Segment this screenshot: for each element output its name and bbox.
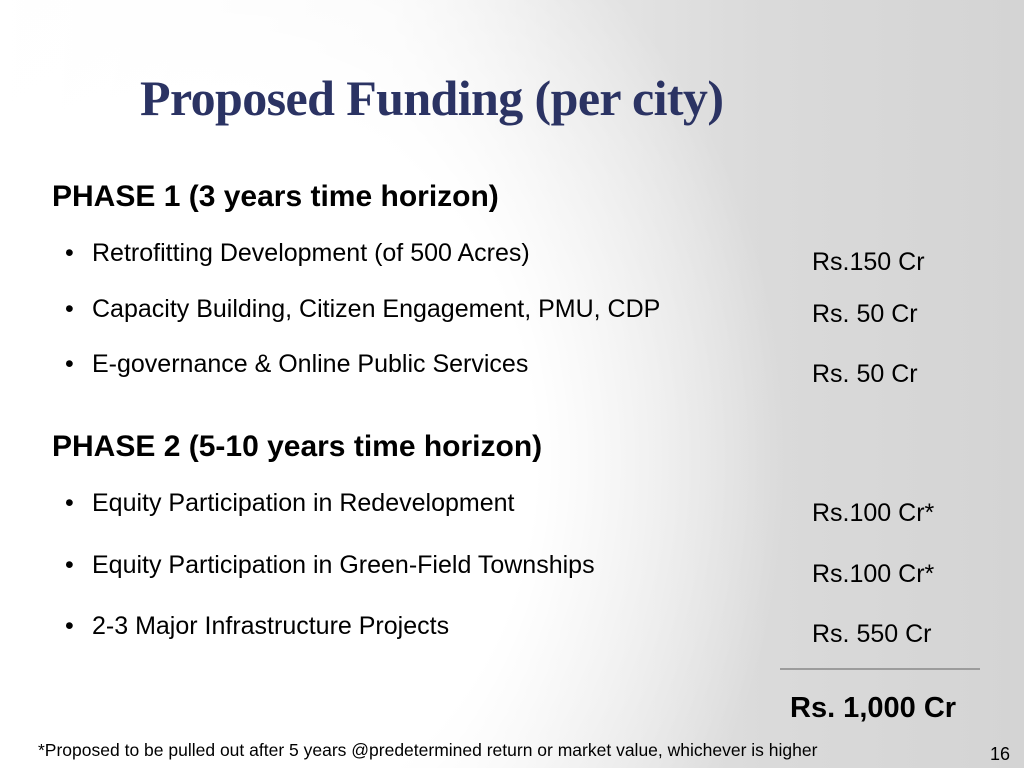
item-label: E-governance & Online Public Services [92, 350, 529, 378]
bullet-icon: • [65, 350, 74, 378]
bullet-icon: • [65, 295, 74, 323]
item-amount: Rs. 550 Cr [812, 620, 932, 648]
bullet-icon: • [65, 551, 74, 579]
list-item [0, 240, 1024, 280]
item-label: Retrofitting Development (of 500 Acres) [92, 239, 530, 267]
phase-1-heading: PHASE 1 (3 years time horizon) [52, 180, 499, 213]
list-item [0, 296, 1024, 336]
list-item [0, 552, 1024, 592]
item-label: Capacity Building, Citizen Engagement, PMU, CDP [92, 295, 661, 323]
bullet-icon: • [65, 239, 74, 267]
list-item [0, 351, 1024, 391]
slide-title: Proposed Funding (per city) [140, 70, 724, 126]
bullet-icon: • [65, 489, 74, 517]
item-amount: Rs. 50 Cr [812, 360, 918, 388]
item-amount: Rs.150 Cr [812, 248, 925, 276]
list-item [0, 613, 1024, 653]
footnote: *Proposed to be pulled out after 5 years @predetermined return or market value, whichever is higher [38, 740, 818, 760]
item-amount: Rs.100 Cr* [812, 560, 935, 588]
item-amount: Rs. 50 Cr [812, 300, 918, 328]
total-amount: Rs. 1,000 Cr [790, 692, 957, 724]
item-label: Equity Participation in Redevelopment [92, 489, 515, 517]
item-label: 2-3 Major Infrastructure Projects [92, 612, 450, 640]
total-divider [780, 668, 980, 670]
item-label: Equity Participation in Green-Field Townships [92, 551, 595, 579]
bullet-icon: • [65, 612, 74, 640]
item-amount: Rs.100 Cr* [812, 499, 935, 527]
page-number: 16 [990, 744, 1011, 764]
phase-2-heading: PHASE 2 (5-10 years time horizon) [52, 430, 543, 463]
list-item [0, 490, 1024, 530]
